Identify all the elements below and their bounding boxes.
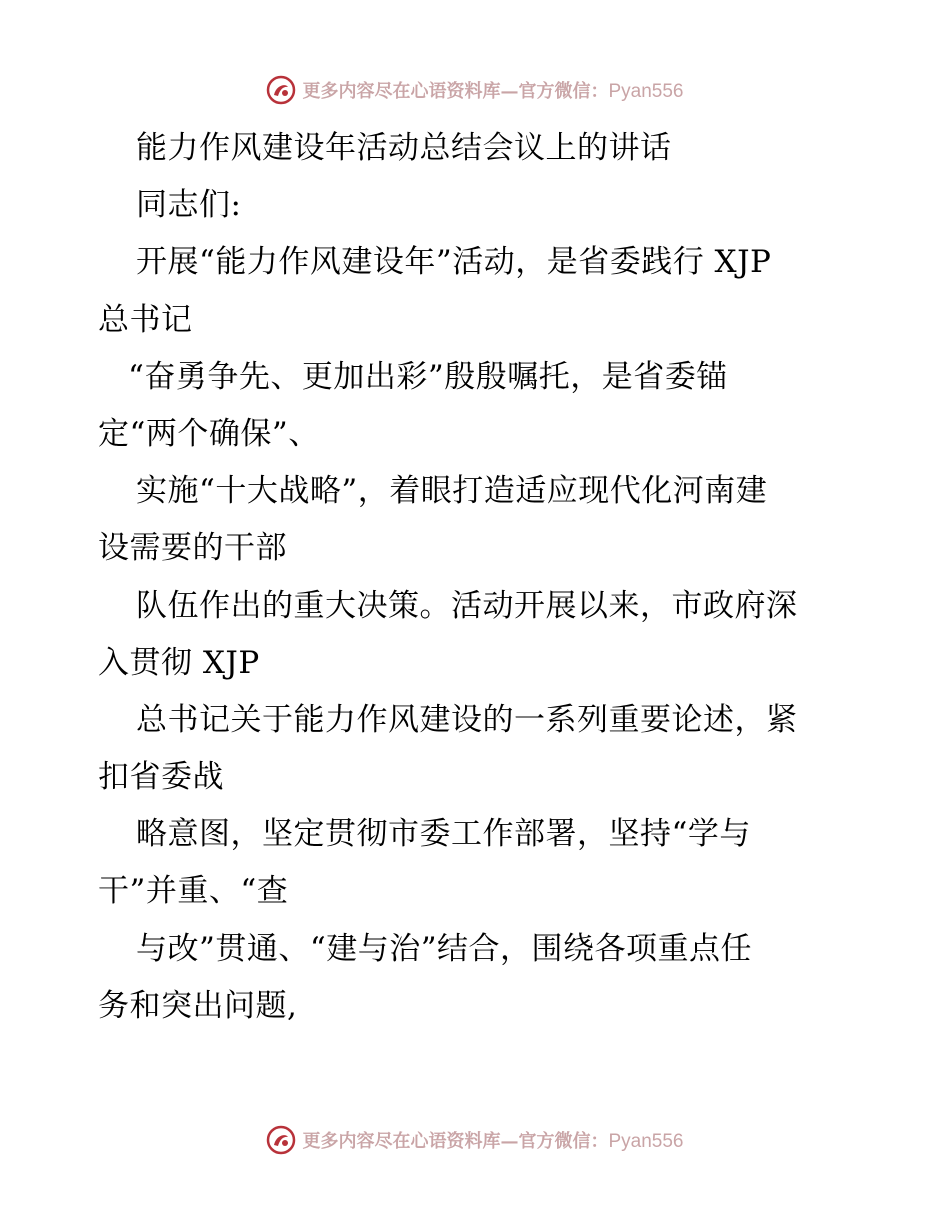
header-watermark bbox=[0, 70, 950, 110]
paragraph-line: 干”并重、“查 bbox=[98, 873, 289, 910]
paragraph-line: 略意图，坚定贯彻市委工作部署，坚持“学与 bbox=[136, 816, 751, 853]
paragraph-line: 务和突出问题, bbox=[98, 987, 298, 1024]
paragraph-line: “奋勇争先、更加出彩”殷殷嘱托，是省委锚 bbox=[128, 358, 728, 395]
paragraph-line: 设需要的干部 bbox=[98, 530, 287, 567]
paragraph-line: 与改”贯通、“建与治”结合，围绕各项重点任 bbox=[136, 930, 753, 967]
paragraph-line: 定“两个确保”、 bbox=[98, 415, 320, 452]
paragraph-line: 扣省委战 bbox=[98, 759, 224, 796]
paragraph-line: 开展“能力作风建设年”活动，是省委践行 XJP bbox=[136, 244, 772, 281]
footer-watermark bbox=[0, 1120, 950, 1160]
red-swirl-logo-icon bbox=[266, 1125, 296, 1155]
watermark-text: 更多内容尽在心语资料库—官方微信：Pyan556 bbox=[302, 1131, 684, 1152]
watermark-text: 更多内容尽在心语资料库—官方微信：Pyan556 bbox=[302, 81, 684, 102]
paragraph-line: 入贯彻 XJP bbox=[98, 644, 260, 681]
watermark-wechat-id: Pyan556 bbox=[608, 81, 684, 102]
salutation: 同志们: bbox=[136, 187, 242, 224]
paragraph-line: 队伍作出的重大决策。活动开展以来，市政府深 bbox=[136, 587, 798, 624]
document-title: 能力作风建设年活动总结会议上的讲话 bbox=[136, 130, 672, 166]
red-swirl-logo-icon bbox=[266, 75, 296, 105]
watermark-wechat-id: Pyan556 bbox=[608, 1131, 684, 1152]
document-body bbox=[98, 120, 858, 1035]
paragraph-line: 总书记 bbox=[98, 301, 193, 338]
paragraph-line: 实施“十大战略”，着眼打造适应现代化河南建 bbox=[136, 473, 768, 510]
paragraph-line: 总书记关于能力作风建设的一系列重要论述，紧 bbox=[136, 701, 798, 738]
